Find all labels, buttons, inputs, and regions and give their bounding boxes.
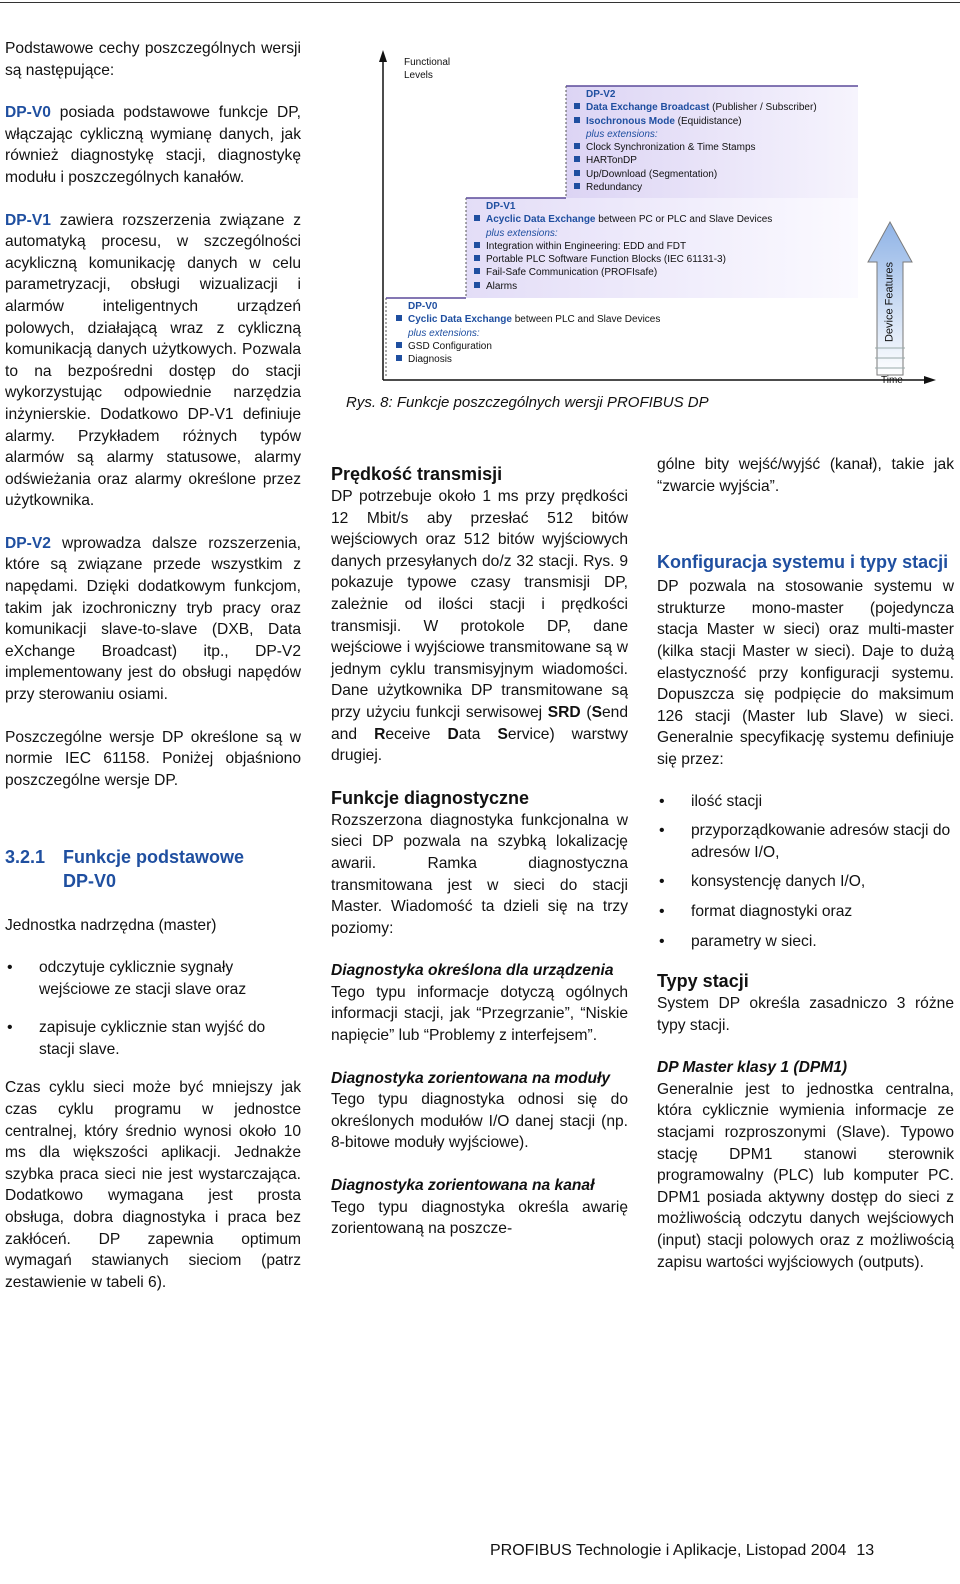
dpv1-label: DP-V1 [5, 211, 51, 229]
dpv0-ext: plus extensions: [408, 327, 480, 339]
page-number: 13 [856, 1542, 875, 1559]
dpv0-paragraph [5, 102, 301, 188]
dpv2-item: HARTonDP [574, 154, 817, 167]
config-paragraph: DP pozwala na stosowanie systemu w strukturze mono-master (pojedyncza stacja Master w sieci) oraz multi-master (kilka stacji Master w sieci). Daje to dużą elastyczność przy konfiguracji systemu. Dopuszcza się podpięcie do maksimum 126 stacji (Master lub Slave) w sieci. Generalnie specyfikację systemu definiuje się przez: [657, 578, 954, 768]
section-number: 3.2.1 [5, 847, 46, 868]
dpv0-title: DP-V0 [408, 301, 438, 312]
dpm1-paragraph: Generalnie jest to jednostka centralna, która cyklicznie wymienia informacje ze stacjami rozproszonymi (Slave). Typowo stację DPM1 stanowi sterownik programowalny (PLC) lub komputer PC. DPM1 posiada aktywny dostęp do sieci z możliwością odczytu danych wejściowych (input) stacji polowych oraz z możliwością zapisu wartości wyjściowych (outputs). [657, 1080, 954, 1271]
dpv2-text: wprowadza dalsze rozszerzenia, które są związane przede wszystkim z napędami. Dzięki dodatkowym funkcjom, takim jak izochroniczny tryb pracy oraz komunikacji slave-to-slave (DXB, Data eXchange Broadcast) itp., DP-V2 implementowany jest do obsługi napędów przy sterowaniu osiami. [5, 534, 301, 704]
heading-speed: Prędkość transmisji [331, 464, 503, 484]
dpv0-text: posiada podstawowe funkcje DP, włączając cykliczną wymianę danych, jak również diagnostykę stacji, diagnostykę modułu i poszczególnych kanałów. [5, 104, 301, 186]
master-paragraph: Jednostka nadrzędna (master) [5, 917, 217, 935]
dpv1-item: Fail-Safe Communication (PROFIsafe) [474, 266, 772, 279]
dpv0-label: DP-V0 [5, 104, 51, 122]
dpv2-item: Data Exchange Broadcast (Publisher / Subscriber) [574, 101, 817, 114]
column-right [657, 454, 954, 1273]
continued-paragraph: gólne bity wejść/wyjść (kanał), takie jak “zwarcie wyjścia”. [657, 456, 954, 495]
intro-paragraph: Podstawowe cechy poszczególnych wersji są następujące: [5, 40, 301, 79]
column-left [5, 38, 301, 1293]
heading-diag-device: Diagnostyka określona dla urządzenia [331, 962, 614, 980]
speed-paragraph: DP potrzebuje około 1 ms przy prędkości 12 Mbit/s aby przesłać 512 bitów wejściowych oraz 512 bitów wyjściowych danych przesyłanych do/z 32 stacji. Rys. 9 pokazuje typowe czasy transmisji DP, zależnie od ilości stacji i prędkości transmisji. W protokole DP, dane wejściowe i wyjściowe transmitowane są w jednym cyklu transmisyjnym wiadomości. Dane użytkownika DP transmitowane są przy użyciu funkcji serwisowej SRD (Send and Receive Data Service) warstwy drugiej. [331, 488, 628, 765]
dpv2-item: Up/Download (Segmentation) [574, 168, 817, 181]
functional-levels-diagram [346, 40, 946, 400]
dpv1-item: Alarms [474, 280, 772, 293]
list-item: • zapisuje cyklicznie stan wyjść do stacji slave. [5, 1017, 301, 1060]
dpv1-ext: plus extensions: [486, 227, 558, 239]
dpv0-item: Diagnosis [396, 353, 660, 366]
dpv2-item: Clock Synchronization & Time Stamps [574, 141, 817, 154]
heading-config: Konfiguracja systemu i typy stacji [657, 552, 949, 573]
master-bullets [5, 957, 301, 1060]
dpv1-item: Integration within Engineering: EDD and FDT [474, 240, 772, 253]
dpv0-item: GSD Configuration [396, 340, 660, 353]
diag-paragraph: Rozszerzona diagnostyka funkcjonalna w sieci DP pozwala na szybką lokalizację awarii. Ramka diagnostyczna transmitowana jest w sieci do stacji Master. Wiadomość ta dzieli się na trzy poziomy: [331, 811, 628, 937]
dpv0-block [396, 300, 660, 366]
heading-diag-channel: Diagnostyka zorientowana na kanał [331, 1177, 595, 1195]
dpv2-item: Redundancy [574, 181, 817, 194]
page-footer [490, 1542, 874, 1560]
dpv2-paragraph [5, 533, 301, 706]
dpv2-title: DP-V2 [586, 89, 616, 100]
norm-paragraph: Poszczególne wersje DP określone są w normie IEC 61158. Poniżej objaśniono poszczególne wersje DP. [5, 728, 301, 789]
dpv1-text: zawiera rozszerzenia związane z automatyką procesu, w szczególności acykliczną komunikację danych w celu parametryzacji, obsługi wizualizacji i alarmów inteligentnych urządzeń polowych, działającą wraz z cykliczną komunikacją danych użytkowych. Pozwala to na bezpośredni dostęp do stacji wykorzystując odpowiednie narzędzia inżynierskie. Dodatkowo DP-V1 definiuje alarmy. Przykładem różnych typów alarmów są alarmy statusowe, alarmy odświeżania oraz alarmy określone przez użytkownika. [5, 211, 301, 510]
list-item: • konsystencję danych I/O, [657, 871, 954, 893]
heading-diag-module: Diagnostyka zorientowana na moduły [331, 1069, 611, 1087]
axis-x-label: Time [881, 375, 903, 386]
list-item: • parametry w sieci. [657, 931, 954, 953]
dpv1-title: DP-V1 [486, 201, 516, 212]
column-middle [331, 463, 628, 1240]
heading-diagnostics: Funkcje diagnostyczne [331, 787, 530, 808]
heading-station-types: Typy stacji [657, 971, 749, 992]
dpv0-item: Cyclic Data Exchange between PLC and Slave Devices [396, 313, 660, 326]
diag-module-paragraph: Tego typu diagnostyka odnosi się do określonych modułów I/O danej stacji (np. 8-bitowe moduły wyjściowe). [331, 1091, 628, 1152]
list-item: • odczytuje cyklicznie sygnały wejściowe ze stacji slave oraz [5, 957, 301, 1000]
figure-caption: Rys. 8: Funkcje poszczególnych wersji PROFIBUS DP [346, 394, 709, 411]
dpv1-item: Acyclic Data Exchange between PC or PLC and Slave Devices [474, 213, 772, 226]
section-title: Funkcje podstawowe DP-V0 [63, 847, 245, 892]
types-paragraph: System DP określa zasadniczo 3 różne typy stacji. [657, 995, 954, 1034]
dpv2-ext: plus extensions: [586, 128, 658, 140]
list-item: • przyporządkowanie adresów stacji do adresów I/O, [657, 820, 954, 863]
dpv1-paragraph [5, 210, 301, 512]
dpv1-item: Portable PLC Software Function Blocks (IEC 61131-3) [474, 253, 772, 266]
cycle-paragraph: Czas cyklu sieci może być mniejszy jak czas cyklu programu w jednostce centralnej, który średnio wynosi około 10 ms dla większości aplikacji. Jednakże szybka praca sieci nie jest wystarczająca. Dodatkowo wymagana jest prosta obsługa, dobra diagnostyka i praca bez zakłóceń. DP zapewnia optimum wymagań stawianych sieciom (patrz zestawienie w tabeli 6). [5, 1079, 301, 1291]
top-rule [0, 2, 960, 3]
dpv2-block [574, 88, 817, 194]
device-features-label: Device Features [883, 261, 896, 343]
section-heading [5, 845, 301, 893]
heading-dpm1: DP Master klasy 1 (DPM1) [657, 1059, 848, 1077]
config-bullets [657, 791, 954, 953]
footer-title: PROFIBUS Technologie i Aplikacje, Listopad 2004 [490, 1542, 847, 1559]
dpv2-label: DP-V2 [5, 534, 51, 552]
dpv2-item: Isochronous Mode (Equidistance) [574, 115, 817, 128]
axis-y-label: Functional Levels [404, 57, 451, 82]
diag-device-paragraph: Tego typu informacje dotyczą ogólnych informacji stacji, jak “Przegrzanie”, “Niskie napięcie” lub “Problemy z interfejsem”. [331, 983, 628, 1045]
dpv1-block [474, 200, 772, 293]
diag-channel-paragraph: Tego typu diagnostyka określa awarię zorientowaną na poszcze- [331, 1198, 628, 1238]
list-item: • ilość stacji [657, 791, 954, 813]
list-item: • format diagnostyki oraz [657, 901, 954, 923]
